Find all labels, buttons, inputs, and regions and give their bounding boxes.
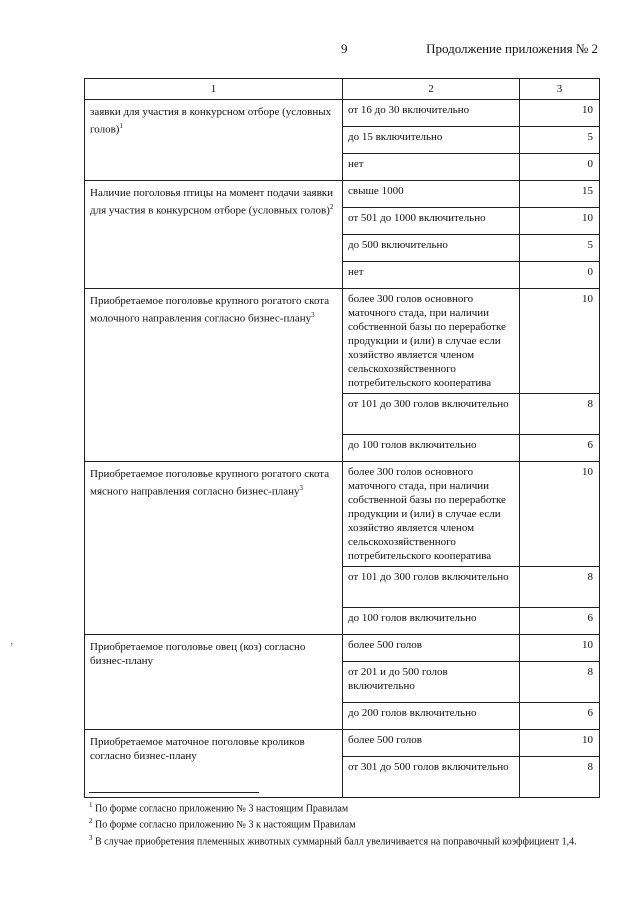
criterion-cell: более 300 голов основного маточного стада, при наличии собственной базы по переработке продукции и (или) в случае если хозяйство является членом сельскохозяйственного потребительского кооператива xyxy=(343,462,520,567)
criterion-cell: до 500 включительно xyxy=(343,235,520,262)
appendix-continuation-title: Продолжение приложения № 2 xyxy=(426,41,598,56)
footnote-separator xyxy=(89,792,259,793)
indicator-label xyxy=(90,465,338,499)
criterion-cell: от 201 и до 500 голов включительно xyxy=(343,662,520,703)
footnote-ref: 3 xyxy=(311,311,315,319)
indicator-text: Приобретаемое маточное поголовье кроликов согласно бизнес-плану xyxy=(90,736,305,762)
footnote-text: По форме согласно приложению № 3 к настоящим Правилам xyxy=(95,819,356,831)
criterion-cell: более 500 голов xyxy=(343,635,520,662)
footnote-ref: 3 xyxy=(299,484,303,492)
score-cell: 15 xyxy=(520,181,600,208)
criterion-cell: нет xyxy=(343,154,520,181)
indicator-cell xyxy=(85,289,343,462)
indicator-label xyxy=(90,103,338,137)
score-cell: 10 xyxy=(520,289,600,394)
score-cell: 10 xyxy=(520,208,600,235)
indicator-cell xyxy=(85,462,343,635)
score-cell: 8 xyxy=(520,757,600,798)
score-cell: 6 xyxy=(520,703,600,730)
criterion-cell: от 101 до 300 голов включительно xyxy=(343,567,520,608)
criterion-cell: до 100 голов включительно xyxy=(343,435,520,462)
column-header-3: 3 xyxy=(520,79,600,100)
table-row xyxy=(85,289,600,394)
margin-mark: ‚ xyxy=(10,636,14,647)
indicator-cell xyxy=(85,100,343,181)
score-cell: 6 xyxy=(520,435,600,462)
indicator-label xyxy=(90,184,338,218)
score-cell: 8 xyxy=(520,567,600,608)
indicator-text: заявки для участия в конкурсном отборе (условных голов) xyxy=(90,106,332,136)
indicator-cell xyxy=(85,181,343,289)
indicator-text: Приобретаемое поголовье крупного рогатого скота мясного направления согласно бизнес-плану xyxy=(90,468,330,498)
criterion-cell: более 300 голов основного маточного стада, при наличии собственной базы по переработке продукции и (или) в случае если хозяйство является членом сельскохозяйственного потребительского кооператива xyxy=(343,289,520,394)
score-cell: 0 xyxy=(520,154,600,181)
indicator-text: Приобретаемое поголовье овец (коз) согласно бизнес-плану xyxy=(90,641,306,667)
score-cell: 5 xyxy=(520,235,600,262)
score-cell: 6 xyxy=(520,608,600,635)
score-cell: 8 xyxy=(520,394,600,435)
footnote-text: В случае приобретения племенных животных суммарный балл увеличивается на поправочный коэффициент 1,4. xyxy=(95,835,577,847)
indicator-label xyxy=(90,292,338,326)
indicator-cell xyxy=(85,635,343,730)
criterion-cell: до 100 голов включительно xyxy=(343,608,520,635)
indicator-label xyxy=(90,638,338,668)
footnote-mark: 3 xyxy=(89,833,93,842)
score-cell: 5 xyxy=(520,127,600,154)
indicator-cell xyxy=(85,730,343,798)
footnote-1 xyxy=(89,799,600,815)
table-row xyxy=(85,100,600,127)
column-header-2: 2 xyxy=(343,79,520,100)
criterion-cell: более 500 голов xyxy=(343,730,520,757)
criterion-cell: от 101 до 300 голов включительно xyxy=(343,394,520,435)
footnote-2 xyxy=(89,815,600,831)
footnote-ref: 1 xyxy=(119,122,123,130)
table-row xyxy=(85,462,600,567)
score-cell: 10 xyxy=(520,462,600,567)
table-row xyxy=(85,181,600,208)
score-cell: 0 xyxy=(520,262,600,289)
indicator-text: Наличие поголовья птицы на момент подачи заявки для участия в конкурсном отборе (условных голов) xyxy=(90,187,333,217)
indicator-label xyxy=(90,733,338,763)
table-header-row xyxy=(85,79,600,100)
column-header-1: 1 xyxy=(85,79,343,100)
score-cell: 10 xyxy=(520,100,600,127)
indicator-text: Приобретаемое поголовье крупного рогатого скота молочного направления согласно бизнес-плану xyxy=(90,295,330,325)
criterion-cell: до 15 включительно xyxy=(343,127,520,154)
criterion-cell: до 200 голов включительно xyxy=(343,703,520,730)
criteria-table xyxy=(84,78,600,798)
footnote-ref: 2 xyxy=(329,203,334,211)
criterion-cell: нет xyxy=(343,262,520,289)
score-cell: 10 xyxy=(520,730,600,757)
table-row xyxy=(85,635,600,662)
footnote-3 xyxy=(89,832,600,848)
page-number: 9 xyxy=(341,41,348,56)
footnote-mark: 1 xyxy=(89,801,93,809)
footnotes xyxy=(89,799,600,848)
criterion-cell: от 301 до 500 голов включительно xyxy=(343,757,520,798)
criterion-cell: от 16 до 30 включительно xyxy=(343,100,520,127)
criterion-cell: свыше 1000 xyxy=(343,181,520,208)
score-cell: 8 xyxy=(520,662,600,703)
footnote-text: По форме согласно приложению № 3 настоящим Правилам xyxy=(95,803,349,815)
score-cell: 10 xyxy=(520,635,600,662)
table-row xyxy=(85,730,600,757)
criterion-cell: от 501 до 1000 включительно xyxy=(343,208,520,235)
footnote-mark: 2 xyxy=(89,817,93,826)
